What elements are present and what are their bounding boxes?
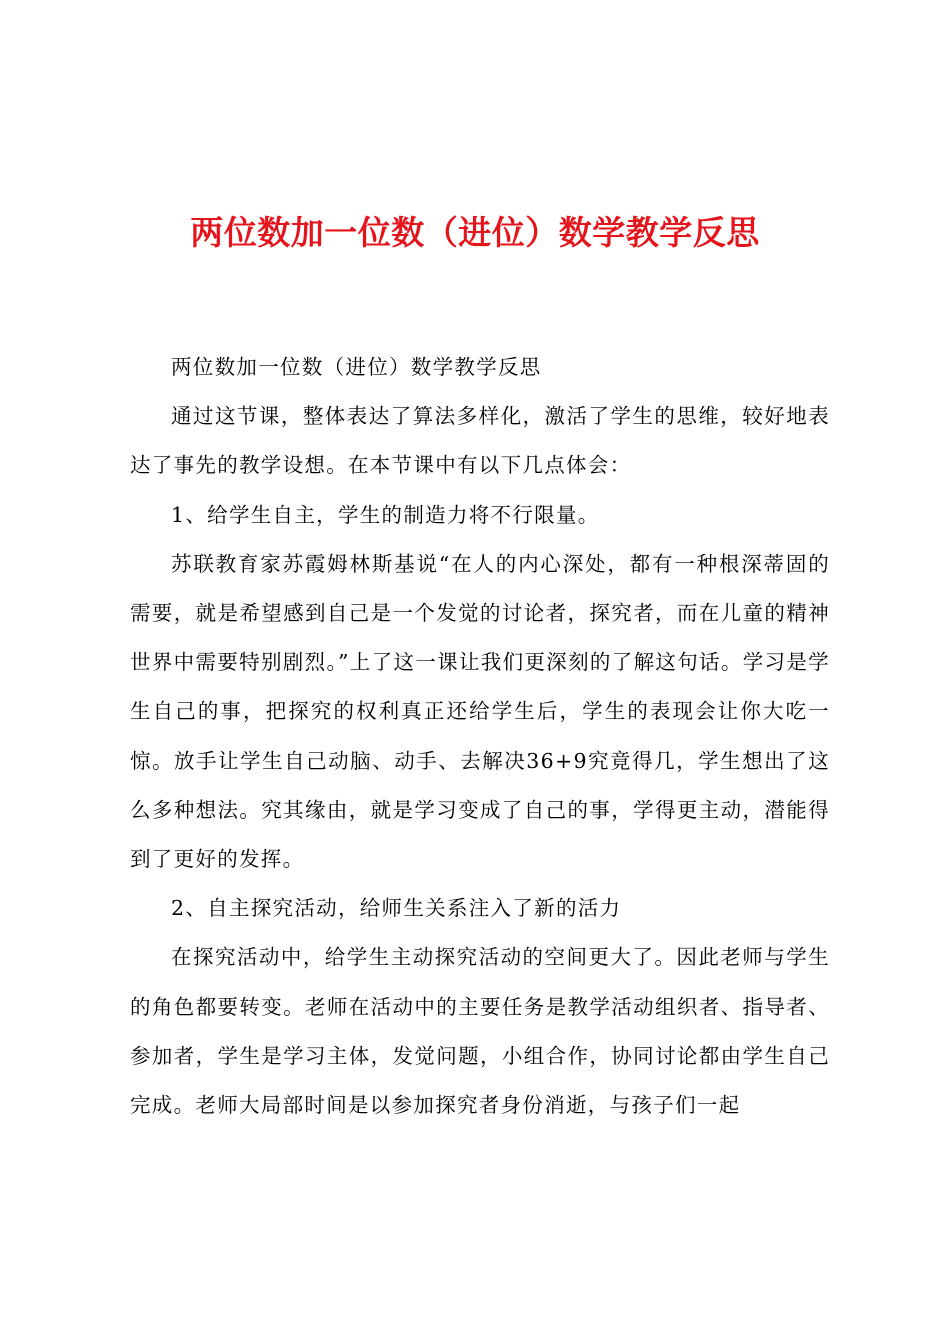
- paragraph-point-1-heading: 1、给学生自主，学生的制造力将不行限量。: [171, 502, 600, 527]
- paragraph-subtitle: 两位数加一位数（进位）数学教学反思: [171, 355, 542, 379]
- paragraph-point-2-heading: 2、自主探究活动，给师生关系注入了新的活力: [171, 896, 622, 921]
- document-body: [130, 343, 830, 1130]
- paragraph-point-2-body: 在探究活动中，给学生主动探究活动的空间更大了。因此老师与学生的角色都要转变。老师在活动中的主要任务是教学活动组织者、指导者、参加者，学生是学习主体，发觉问题，小组合作，协同讨论都由学生自己完成。老师大局部时间是以参加探究者身份消逝，与孩子们一起: [130, 945, 830, 1118]
- document-title: 两位数加一位数（进位）数学教学反思: [190, 213, 760, 252]
- paragraph-point-1-body: 苏联教育家苏霞姆林斯基说“在人的内心深处，都有一种根深蒂固的需要，就是希望感到自己是一个发觉的讨论者，探究者，而在儿童的精神世界中需要特别剧烈。”上了这一课让我们更深刻的了解这句话。学习是学生自己的事，把探究的权利真正还给学生后，学生的表现会让你大吃一惊。放手让学生自己动脑、动手、去解决36+9究竟得几，学生想出了这么多种想法。究其缘由，就是学习变成了自己的事，学得更主动，潜能得到了更好的发挥。: [130, 551, 830, 872]
- paragraph-intro: 通过这节课，整体表达了算法多样化，激活了学生的思维，较好地表达了事先的教学设想。在本节课中有以下几点体会：: [130, 404, 830, 478]
